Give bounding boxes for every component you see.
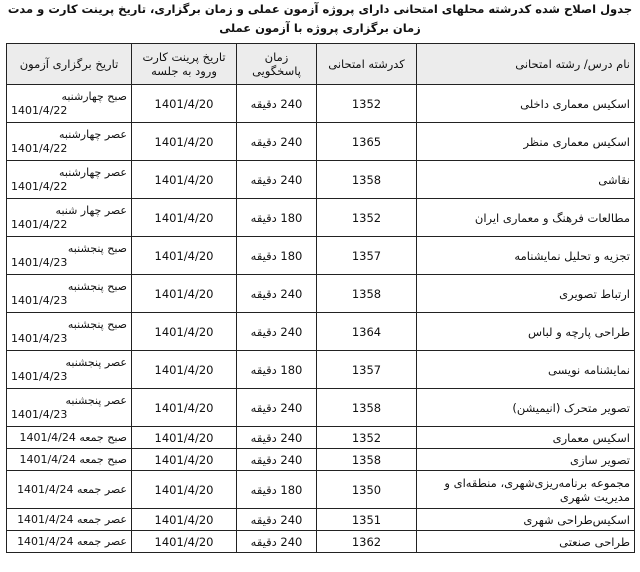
header-exam-date: تاریخ برگزاری آزمون bbox=[7, 44, 132, 85]
cell-subject: نقاشی bbox=[417, 161, 635, 199]
cell-duration: 240 دقیقه bbox=[237, 389, 317, 427]
cell-duration: 240 دقیقه bbox=[237, 449, 317, 471]
cell-duration: 240 دقیقه bbox=[237, 85, 317, 123]
cell-exam-date bbox=[7, 427, 132, 449]
exam-day: صبح جمعه 1401/4/24 bbox=[19, 452, 127, 466]
cell-card-date: 1401/4/20 bbox=[132, 449, 237, 471]
cell-duration: 240 دقیقه bbox=[237, 313, 317, 351]
table-row bbox=[7, 509, 635, 531]
cell-duration: 240 دقیقه bbox=[237, 123, 317, 161]
cell-exam-date bbox=[7, 161, 132, 199]
cell-card-date: 1401/4/20 bbox=[132, 161, 237, 199]
cell-card-date: 1401/4/20 bbox=[132, 471, 237, 509]
table-row bbox=[7, 275, 635, 313]
cell-duration: 240 دقیقه bbox=[237, 509, 317, 531]
table-row bbox=[7, 351, 635, 389]
cell-card-date: 1401/4/20 bbox=[132, 509, 237, 531]
cell-subject: ارتباط تصویری bbox=[417, 275, 635, 313]
header-duration: زمان پاسخگویی bbox=[237, 44, 317, 85]
table-row bbox=[7, 427, 635, 449]
cell-code: 1352 bbox=[317, 427, 417, 449]
cell-exam-date bbox=[7, 351, 132, 389]
table-row bbox=[7, 199, 635, 237]
exam-date: 1401/4/22 bbox=[11, 141, 68, 155]
exam-date: 1401/4/22 bbox=[11, 103, 68, 117]
exam-day: عصر پنجشنبه bbox=[65, 355, 127, 369]
cell-subject: اسکیس‌طراحی شهری bbox=[417, 509, 635, 531]
cell-code: 1351 bbox=[317, 509, 417, 531]
cell-exam-date bbox=[7, 275, 132, 313]
exam-day: عصر جمعه 1401/4/24 bbox=[17, 482, 127, 496]
header-subject: نام درس/ رشته امتحانی bbox=[417, 44, 635, 85]
exam-date: 1401/4/23 bbox=[11, 407, 68, 421]
table-row bbox=[7, 237, 635, 275]
exam-day: عصر جمعه 1401/4/24 bbox=[17, 512, 127, 526]
exam-date: 1401/4/23 bbox=[11, 331, 68, 345]
cell-code: 1358 bbox=[317, 449, 417, 471]
table-row bbox=[7, 313, 635, 351]
cell-duration: 180 دقیقه bbox=[237, 351, 317, 389]
exam-day: عصر چهارشنبه bbox=[59, 127, 127, 141]
cell-exam-date bbox=[7, 471, 132, 509]
cell-card-date: 1401/4/20 bbox=[132, 237, 237, 275]
table-row bbox=[7, 161, 635, 199]
table-row bbox=[7, 471, 635, 509]
cell-duration: 240 دقیقه bbox=[237, 275, 317, 313]
cell-card-date: 1401/4/20 bbox=[132, 199, 237, 237]
cell-code: 1358 bbox=[317, 161, 417, 199]
exam-date: 1401/4/23 bbox=[11, 255, 68, 269]
header-code: کدرشته امتحانی bbox=[317, 44, 417, 85]
cell-subject: مطالعات فرهنگ و معماری ایران bbox=[417, 199, 635, 237]
document-title: جدول اصلاح شده کدرشته محلهای امتحانی دارای پروژه آزمون عملی و زمان برگزاری، تاریخ پرینت کارت و مدت زمان برگزاری پروژه با آزمون عملی bbox=[7, 2, 633, 35]
exam-day: عصر چهارشنبه bbox=[59, 165, 127, 179]
cell-code: 1362 bbox=[317, 531, 417, 553]
cell-code: 1352 bbox=[317, 85, 417, 123]
cell-code: 1350 bbox=[317, 471, 417, 509]
cell-code: 1357 bbox=[317, 351, 417, 389]
cell-exam-date bbox=[7, 313, 132, 351]
exam-day: صبح چهارشنبه bbox=[61, 89, 127, 103]
cell-exam-date bbox=[7, 509, 132, 531]
cell-code: 1358 bbox=[317, 275, 417, 313]
cell-subject: طراحی صنعتی bbox=[417, 531, 635, 553]
table-row bbox=[7, 531, 635, 553]
cell-duration: 180 دقیقه bbox=[237, 199, 317, 237]
cell-card-date: 1401/4/20 bbox=[132, 85, 237, 123]
exam-date: 1401/4/23 bbox=[11, 369, 68, 383]
exam-date: 1401/4/22 bbox=[11, 179, 68, 193]
cell-subject: اسکیس معماری داخلی bbox=[417, 85, 635, 123]
table-row bbox=[7, 449, 635, 471]
cell-card-date: 1401/4/20 bbox=[132, 427, 237, 449]
table-row bbox=[7, 85, 635, 123]
cell-subject: طراحی پارچه و لباس bbox=[417, 313, 635, 351]
cell-exam-date bbox=[7, 85, 132, 123]
cell-exam-date bbox=[7, 389, 132, 427]
cell-card-date: 1401/4/20 bbox=[132, 389, 237, 427]
cell-code: 1357 bbox=[317, 237, 417, 275]
exam-day: صبح پنجشنبه bbox=[67, 279, 127, 293]
cell-exam-date bbox=[7, 123, 132, 161]
cell-subject: مجموعه برنامه‌ریزی‌شهری، منطقه‌ای و مدیریت شهری bbox=[417, 471, 635, 509]
cell-code: 1364 bbox=[317, 313, 417, 351]
cell-subject: اسکیس معماری منظر bbox=[417, 123, 635, 161]
cell-subject: نمایشنامه نویسی bbox=[417, 351, 635, 389]
table-row bbox=[7, 123, 635, 161]
exam-day: عصر جمعه 1401/4/24 bbox=[17, 534, 127, 548]
cell-subject: تصویر سازی bbox=[417, 449, 635, 471]
table-row bbox=[7, 389, 635, 427]
exam-day: صبح پنجشنبه bbox=[67, 317, 127, 331]
cell-card-date: 1401/4/20 bbox=[132, 123, 237, 161]
exam-day: صبح جمعه 1401/4/24 bbox=[19, 430, 127, 444]
cell-exam-date bbox=[7, 237, 132, 275]
exam-date: 1401/4/22 bbox=[11, 217, 68, 231]
cell-code: 1365 bbox=[317, 123, 417, 161]
exam-day: عصر چهار شنبه bbox=[55, 203, 127, 217]
cell-exam-date bbox=[7, 199, 132, 237]
cell-duration: 240 دقیقه bbox=[237, 427, 317, 449]
cell-card-date: 1401/4/20 bbox=[132, 351, 237, 389]
cell-card-date: 1401/4/20 bbox=[132, 531, 237, 553]
exam-date: 1401/4/23 bbox=[11, 293, 68, 307]
exam-day: صبح پنجشنبه bbox=[67, 241, 127, 255]
cell-code: 1358 bbox=[317, 389, 417, 427]
cell-card-date: 1401/4/20 bbox=[132, 275, 237, 313]
cell-card-date: 1401/4/20 bbox=[132, 313, 237, 351]
cell-code: 1352 bbox=[317, 199, 417, 237]
exam-schedule-table bbox=[6, 43, 635, 553]
cell-duration: 180 دقیقه bbox=[237, 471, 317, 509]
header-card-date: تاریخ پرینت کارت ورود به جلسه bbox=[132, 44, 237, 85]
cell-duration: 240 دقیقه bbox=[237, 531, 317, 553]
cell-subject: تصویر متحرک (انیمیشن) bbox=[417, 389, 635, 427]
cell-duration: 240 دقیقه bbox=[237, 161, 317, 199]
cell-duration: 180 دقیقه bbox=[237, 237, 317, 275]
cell-subject: اسکیس معماری bbox=[417, 427, 635, 449]
cell-exam-date bbox=[7, 449, 132, 471]
header-row bbox=[7, 44, 635, 85]
exam-day: عصر پنجشنبه bbox=[65, 393, 127, 407]
cell-subject: تجزیه و تحلیل نمایشنامه bbox=[417, 237, 635, 275]
cell-exam-date bbox=[7, 531, 132, 553]
